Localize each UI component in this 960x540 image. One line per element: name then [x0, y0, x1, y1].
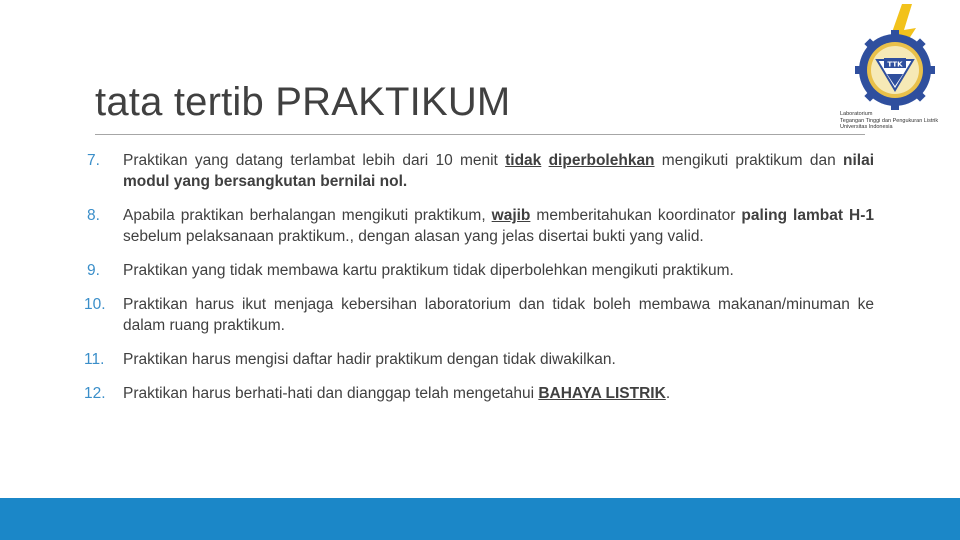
rule-item: [84, 383, 874, 404]
rule-text: Praktikan yang datang terlambat lebih dari 10 menit: [123, 152, 506, 169]
rule-number: 11.: [84, 351, 105, 368]
rule-number: 8.: [87, 207, 100, 224]
title-divider: [95, 134, 865, 135]
footer-bar: [0, 498, 960, 540]
rule-emphasis-text: tidak: [505, 152, 542, 169]
rule-text: .: [665, 385, 671, 402]
rule-text: Praktikan yang tidak membawa kartu praktikum tidak diperbolehkan mengikuti praktikum.: [123, 262, 734, 279]
rule-text: Praktikan harus berhati-hati dan dianggap telah mengetahui: [123, 385, 539, 402]
logo-caption-line: Universitas Indonesia: [840, 124, 893, 130]
rule-emphasis-text: wajib: [491, 207, 531, 224]
rule-text: memberitahukan koordinator: [530, 207, 742, 224]
rule-emphasis-text: paling lambat H-1: [741, 207, 874, 224]
rule-text: Apabila praktikan berhalangan mengikuti praktikum,: [123, 207, 492, 224]
rule-item: [84, 349, 874, 370]
rule-item: [84, 205, 874, 247]
rule-text: [541, 152, 548, 169]
logo-caption-line: Tegangan Tinggi dan Pengukuran Listrik: [840, 117, 939, 124]
rule-text: Praktikan harus mengisi daftar hadir praktikum dengan tidak diwakilkan.: [123, 351, 616, 368]
rule-item: [84, 294, 874, 336]
rule-text: Praktikan harus ikut menjaga kebersihan laboratorium dan tidak boleh membawa makanan/minuman ke dalam ruang praktikum.: [123, 296, 874, 334]
logo-caption: [840, 111, 956, 131]
rule-text: sebelum pelaksanaan praktikum., dengan alasan yang jelas disertai bukti yang valid.: [123, 228, 704, 245]
rule-number: 10.: [84, 296, 106, 313]
logo-badge-text: TTK: [887, 60, 903, 69]
rule-number: 9.: [87, 262, 100, 279]
rules-list: [84, 150, 874, 404]
rule-number: 12.: [84, 385, 106, 402]
logo-caption-line: Laboratorium: [840, 111, 873, 117]
lab-logo: [832, 0, 960, 135]
rule-item: [84, 150, 874, 192]
rule-number: 7.: [87, 152, 100, 169]
rule-emphasis-text: nilai modul yang bersangkutan bernilai nol.: [123, 152, 875, 190]
rule-emphasis-text: diperbolehkan: [548, 152, 655, 169]
rule-text: mengikuti praktikum dan: [654, 152, 843, 169]
slide-title: tata tertib PRAKTIKUM: [95, 80, 511, 124]
rule-emphasis-text: BAHAYA LISTRIK: [538, 385, 666, 402]
rule-item: [84, 260, 874, 281]
